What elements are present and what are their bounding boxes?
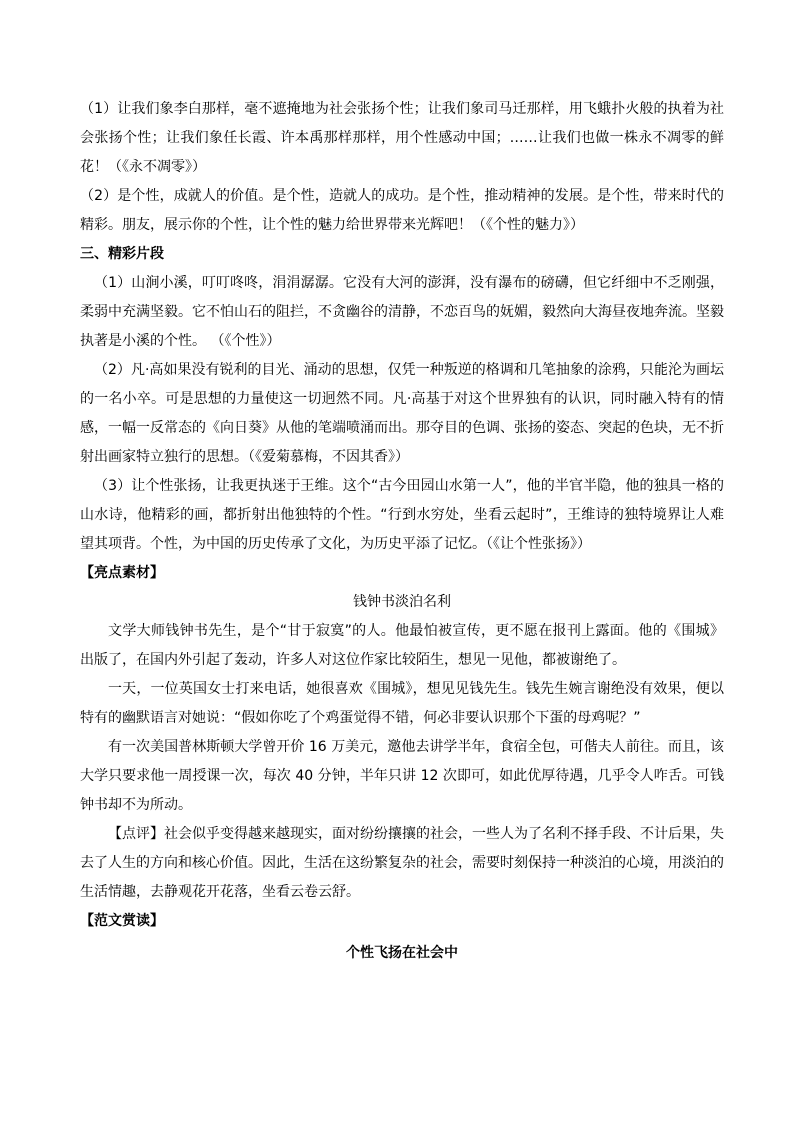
section-heading-excerpts: 三、精彩片段 (80, 246, 164, 262)
highlight-paragraph-3: 有一次美国普林斯顿大学曾开价 16 万美元，邀他去讲学半年，食宿全包，可偕夫人前往。而且，该大学只要求他一周授课一次，每次 40 分钟，半年只讲 12 次即可，如此优厚待遇，几乎令人咋舌。可钱钟书却不为所动。 (80, 739, 724, 813)
section-heading-essay: 【范文赏读】 (80, 913, 164, 929)
highlight-paragraph-2: 一天，一位英国女士打来电话，她很喜欢《围城》，想见见钱先生。钱先生婉言谢绝没有效果，便以特有的幽默语言对她说：“假如你吃了个鸡蛋觉得不错，何必非要认识那个下蛋的母鸡呢？” (80, 681, 724, 726)
essay-title: 个性飞扬在社会中 (346, 945, 458, 961)
highlight-paragraph-1: 文学大师钱钟书先生，是个“甘于寂寞”的人。他最怕被宣传，更不愿在报刊上露面。他的《围城》出版了，在国内外引起了轰动，许多人对这位作家比较陌生，想见一见他，都被谢绝了。 (80, 623, 724, 668)
excerpt-item-3: （3）让个性张扬，让我更执迷于王维。这个“古今田园山水第一人”，他的半官半隐，他的独具一格的山水诗，他精彩的画，都折射出他独特的个性。“行到水穷处，坐看云起时”，王维诗的独特境界让人难望其项背。个性，为中国的历史传承了文化，为历史平添了记忆。（《让个性张扬》） (80, 478, 724, 552)
highlight-comment: 【点评】社会似乎变得越来越现实，面对纷纷攘攘的社会，一些人为了名利不择手段、不计后果，失去了人生的方向和核心价值。因此，生活在这纷繁复杂的社会，需要时刻保持一种淡泊的心境，用淡泊的生活情趣，去静观花开花落，坐看云卷云舒。 (80, 826, 724, 900)
section-heading-highlight: 【亮点素材】 (80, 565, 164, 581)
highlight-title: 钱钟书淡泊名利 (353, 594, 451, 610)
quote-item-1: （1）让我们象李白那样，毫不遮掩地为社会张扬个性；让我们象司马迁那样，用飞蛾扑火般的执着为社会张扬个性；让我们象任长霞、许本禹那样那样，用个性感动中国；……让我们也做一株永不凋零的鲜花！（《永不凋零》） (80, 101, 724, 175)
excerpt-item-1: （1）山涧小溪，叮叮咚咚，涓涓潺潺。它没有大河的澎湃，没有瀑布的磅礴，但它纤细中不乏刚强，柔弱中充满坚毅。它不怕山石的阻拦，不贪幽谷的清静，不恋百鸟的妩媚，毅然向大海昼夜地奔流。坚毅执著是小溪的个性。 （《个性》） (80, 275, 724, 349)
excerpt-item-2: （2）凡·高如果没有锐利的目光、涌动的思想，仅凭一种叛逆的格调和几笔抽象的涂鸦，只能沦为画坛的一名小卒。可是思想的力量使这一切迥然不同。凡·高基于对这个世界独有的认识，同时融入特有的情感，一幅一反常态的《向日葵》从他的笔端喷涌而出。那夺目的色调、张扬的姿态、突起的色块，无不折射出画家特立独行的思想。（《爱菊慕梅，不因其香》） (80, 362, 724, 465)
quote-item-2: （2）是个性，成就人的价值。是个性，造就人的成功。是个性，推动精神的发展。是个性，带来时代的精彩。朋友，展示你的个性，让个性的魅力给世界带来光辉吧！（《个性的魅力》） (80, 188, 724, 233)
document-content (80, 95, 724, 968)
